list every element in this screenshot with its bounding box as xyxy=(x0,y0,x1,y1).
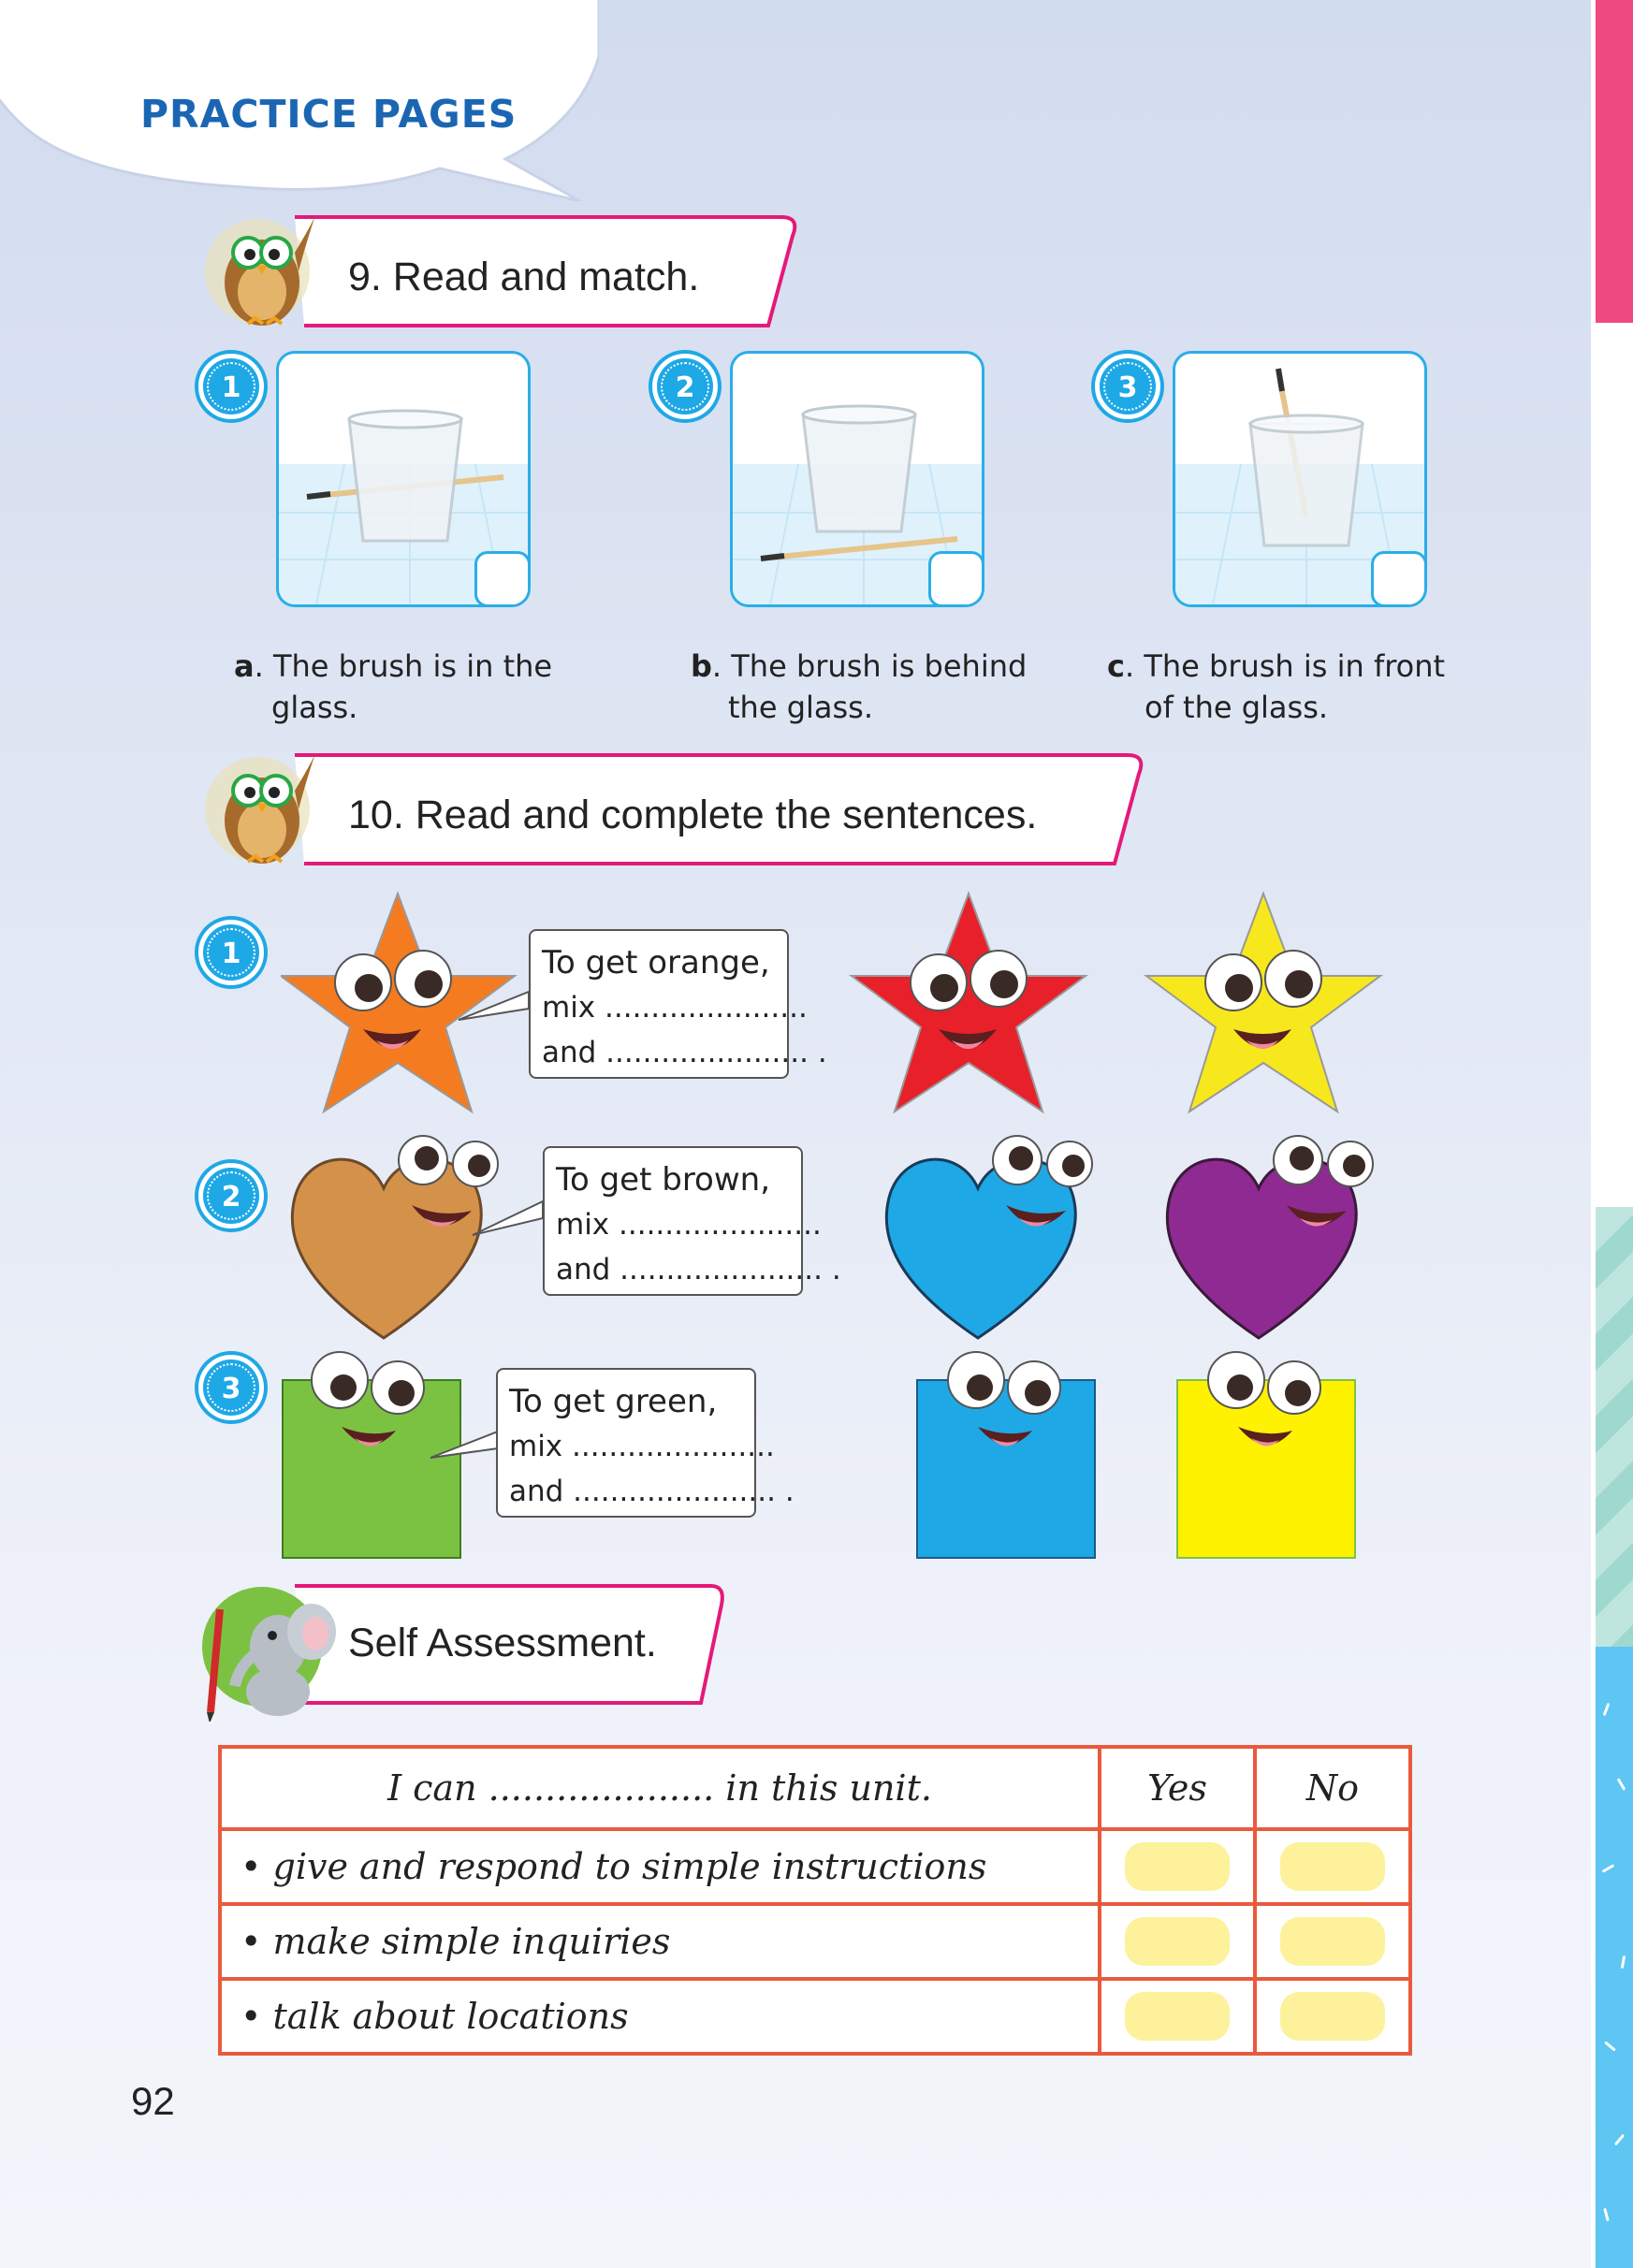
blue-square-icon xyxy=(917,1380,1095,1558)
yes-checkbox[interactable] xyxy=(1100,1829,1255,1904)
exercise-10-title: 10. Read and complete the sentences. xyxy=(348,792,1038,837)
row-2-speech-box: To get brown, mix ...................... and ...................... . xyxy=(543,1146,803,1296)
red-star-icon xyxy=(852,894,1086,1112)
table-row xyxy=(220,1979,1410,2054)
glass-icon xyxy=(803,414,915,531)
exercise-9-title: 9. Read and match. xyxy=(348,254,700,299)
self-assessment-banner xyxy=(201,1572,725,1722)
edge-blue-pattern xyxy=(1596,1647,1633,2268)
yellow-square-icon xyxy=(1177,1380,1355,1558)
table-row xyxy=(220,1904,1410,1979)
row-label: • make simple inquiries xyxy=(220,1904,1100,1979)
purple-heart-icon xyxy=(1167,1159,1356,1338)
row-1-speech-box: To get orange, mix ...................... and ...................... . xyxy=(529,929,789,1079)
picture-1-number-badge: 1 xyxy=(198,354,264,419)
row-2-number-badge: 2 xyxy=(198,1163,264,1228)
page-title: PRACTICE PAGES xyxy=(140,92,518,137)
glass-icon xyxy=(1250,424,1363,545)
option-c: c. The brush is in front of the glass. xyxy=(1107,648,1446,725)
picture-3-brush-behind-glass xyxy=(1173,351,1427,607)
no-checkbox[interactable] xyxy=(1255,1979,1410,2054)
picture-3-number-badge: 3 xyxy=(1095,354,1160,419)
row-label: • talk about locations xyxy=(220,1979,1100,2054)
self-assessment-table xyxy=(218,1745,1412,2056)
row-3-number-badge: 3 xyxy=(198,1355,264,1420)
yes-checkbox[interactable] xyxy=(1100,1979,1255,2054)
exercise-10-banner xyxy=(201,744,1146,875)
picture-2-number-badge: 2 xyxy=(652,354,718,419)
option-a: a. The brush is in the glass. xyxy=(234,648,553,725)
blue-heart-icon xyxy=(886,1159,1075,1338)
edge-pink-tab xyxy=(1596,0,1633,323)
no-checkbox[interactable] xyxy=(1255,1829,1410,1904)
row-label: • give and respond to simple instructions xyxy=(220,1829,1100,1904)
no-checkbox[interactable] xyxy=(1255,1904,1410,1979)
answer-box-3[interactable] xyxy=(1371,551,1427,607)
brown-heart-icon xyxy=(292,1159,481,1338)
answer-box-1[interactable] xyxy=(474,551,531,607)
orange-star-icon xyxy=(281,894,515,1112)
picture-2-brush-in-front-of-glass xyxy=(730,351,984,607)
picture-1-brush-in-glass xyxy=(276,351,531,607)
header-yes: Yes xyxy=(1100,1747,1255,1829)
table-row xyxy=(220,1829,1410,1904)
edge-teal-pattern xyxy=(1596,1207,1633,1647)
option-b: b. The brush is behind the glass. xyxy=(691,648,1028,725)
exercise-9-banner xyxy=(201,206,800,337)
page-edge-strip xyxy=(1591,0,1633,2268)
header-statement: I can .................... in this unit. xyxy=(220,1747,1100,1829)
glass-icon xyxy=(349,419,461,541)
row-2-heart-shapes xyxy=(281,1132,1404,1347)
self-assessment-title: Self Assessment. xyxy=(348,1621,657,1665)
green-square-icon xyxy=(283,1380,460,1558)
row-3-square-shapes xyxy=(281,1338,1404,1563)
row-3-speech-box: To get green, mix ...................... and ...................... . xyxy=(496,1368,756,1518)
table-header-row xyxy=(220,1747,1410,1829)
yes-checkbox[interactable] xyxy=(1100,1904,1255,1979)
yellow-star-icon xyxy=(1146,894,1380,1112)
page-number: 92 xyxy=(131,2079,175,2123)
row-1-number-badge: 1 xyxy=(198,920,264,985)
answer-box-2[interactable] xyxy=(928,551,984,607)
row-1-star-shapes xyxy=(281,889,1404,1123)
header-no: No xyxy=(1255,1747,1410,1829)
